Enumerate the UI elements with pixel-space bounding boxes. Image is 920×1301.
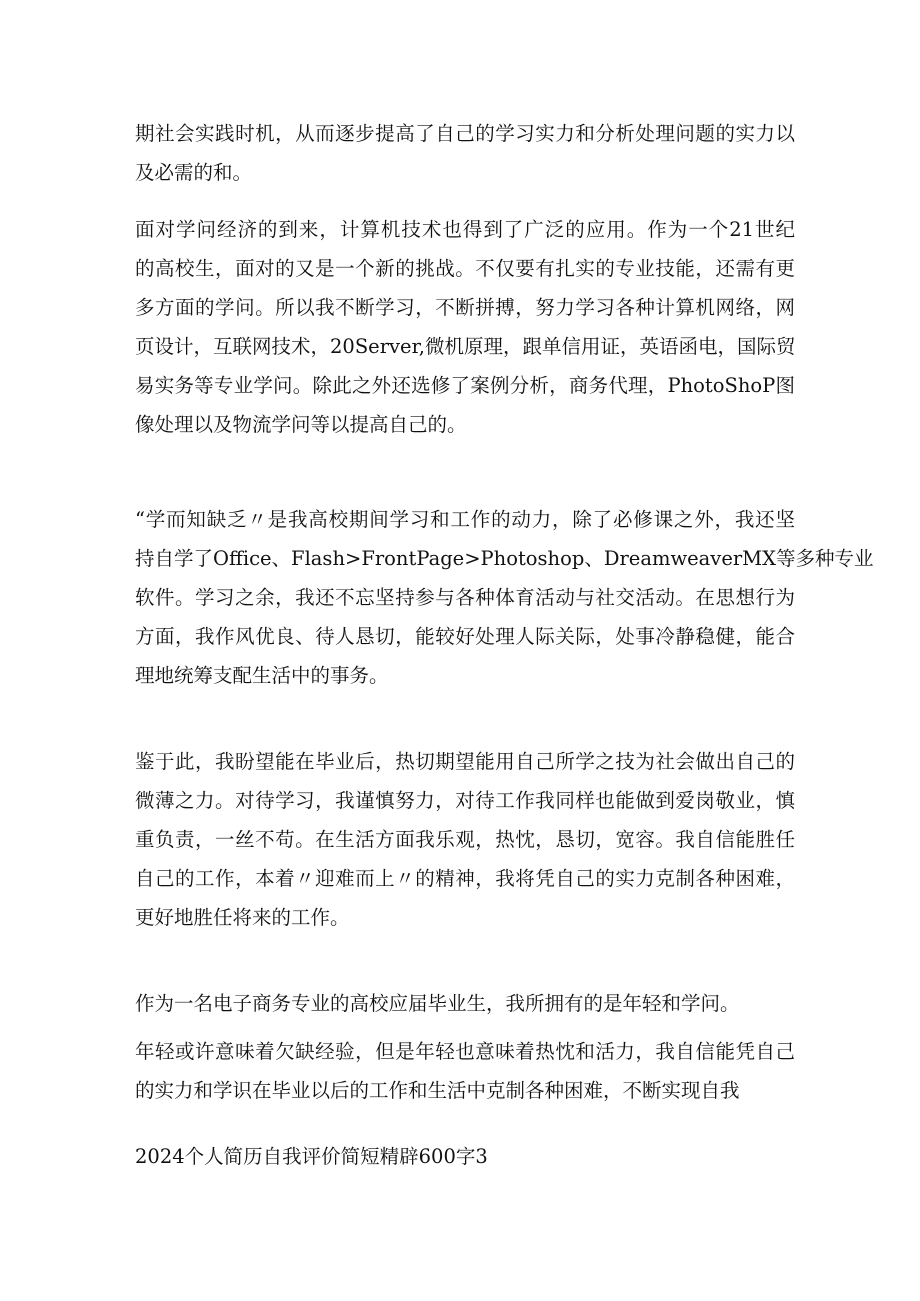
text-line: 年轻或许意味着欠缺经验，但是年轻也意味着热忱和活力，我自信能凭自己 — [135, 1040, 795, 1063]
text-line: 理地统筹支配生活中的事务。 — [135, 664, 389, 687]
text-line: 的高校生，面对的又是一个新的挑战。不仅要有扎实的专业技能，还需有更 — [135, 257, 795, 280]
text-line: “学而知缺乏〃是我高校期间学习和工作的动力，除了必修课之外，我还坚 — [135, 508, 795, 531]
text-line: 持自学了Office、Flash>FrontPage>Photoshop、DreamweaverMX等多种专业 — [135, 547, 874, 570]
text-line: 更好地胜任将来的工作。 — [135, 906, 350, 929]
paragraph-2 — [135, 210, 795, 444]
paragraph-6 — [135, 1032, 795, 1110]
paragraph-3 — [135, 500, 874, 695]
text-line: 鉴于此，我盼望能在毕业后，热切期望能用自己所学之技为社会做出自己的 — [135, 750, 795, 773]
text-line: 易实务等专业学问。除此之外还选修了案例分析，商务代理，PhotoShoP图 — [135, 374, 795, 397]
paragraph-1 — [135, 114, 795, 192]
text-line: 多方面的学问。所以我不断学习，不断拼搏，努力学习各种计算机网络，网 — [135, 296, 795, 319]
text-line: 重负责，一丝不苟。在生活方面我乐观，热忱，恳切，宽容。我自信能胜任 — [135, 828, 795, 851]
paragraph-5 — [135, 984, 795, 1023]
text-line: 期社会实践时机，从而逐步提高了自己的学习实力和分析处理问题的实力以 — [135, 122, 795, 145]
text-line: 软件。学习之余，我还不忘坚持参与各种体育活动与社交活动。在思想行为 — [135, 586, 795, 609]
text-line: 自己的工作，本着〃迎难而上〃的精神，我将凭自己的实力克制各种困难， — [135, 867, 795, 890]
text-line: 微薄之力。对待学习，我谨慎努力，对待工作我同样也能做到爱岗敬业，慎 — [135, 789, 795, 812]
text-line: 页设计，互联网技术，20Server,微机原理，跟单信用证，英语函电，国际贸 — [135, 335, 796, 358]
section-heading: 2024个人简历自我评价简短精辟600字3 — [135, 1145, 488, 1168]
paragraph-4 — [135, 742, 795, 937]
text-line: 像处理以及物流学问等以提高自己的。 — [135, 413, 467, 436]
text-line: 及必需的和。 — [135, 161, 253, 184]
text-line: 作为一名电子商务专业的高校应届毕业生，我所拥有的是年轻和学问。 — [135, 992, 740, 1015]
text-line: 面对学问经济的到来，计算机技术也得到了广泛的应用。作为一个21世纪 — [135, 218, 795, 241]
text-line: 方面，我作风优良、待人恳切，能较好处理人际关际，处事冷静稳健，能合 — [135, 625, 795, 648]
text-line: 的实力和学识在毕业以后的工作和生活中克制各种困难，不断实现自我 — [135, 1079, 740, 1102]
